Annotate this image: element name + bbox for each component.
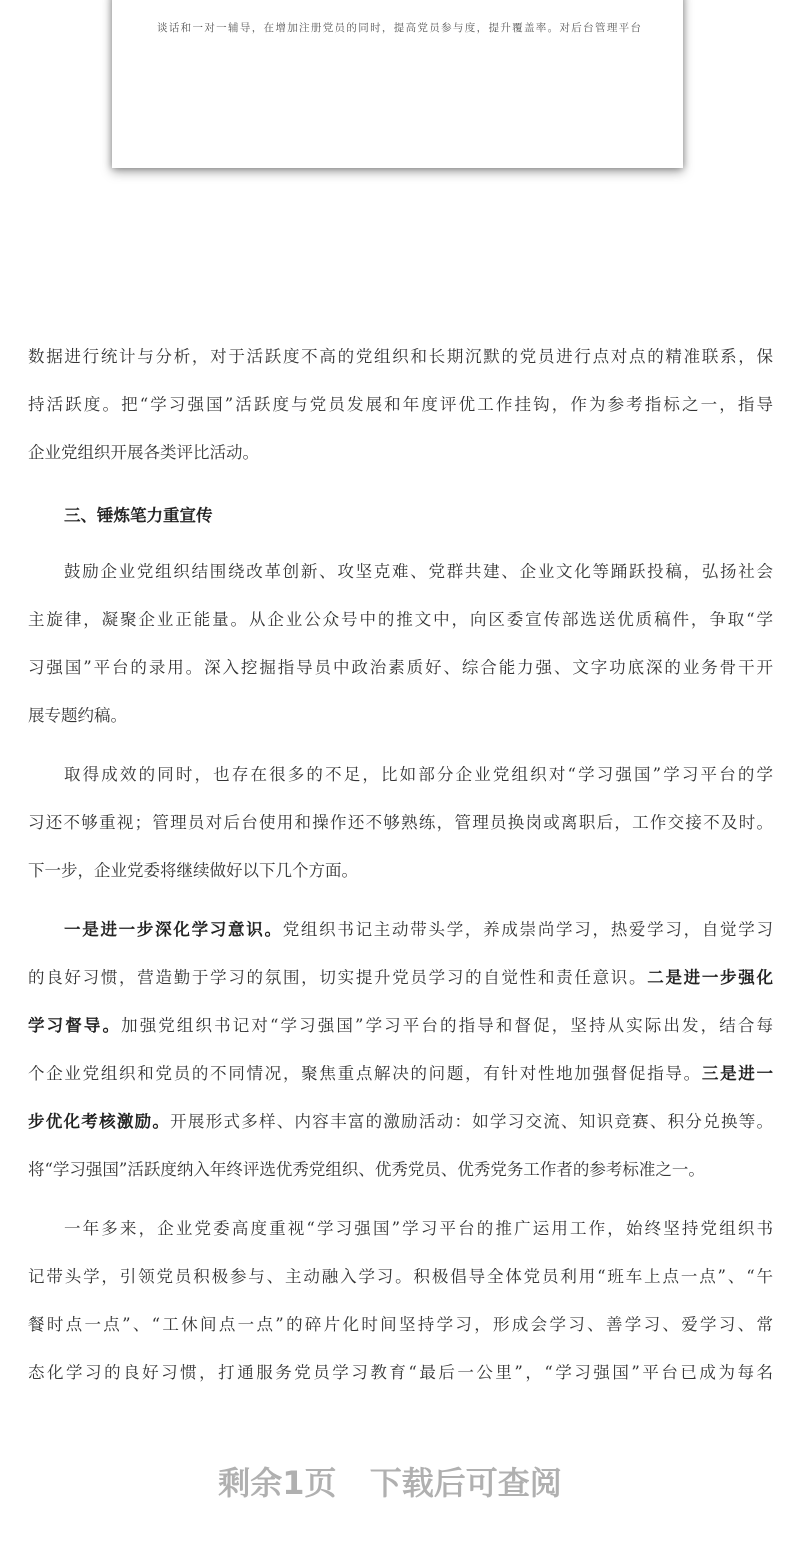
paragraph-line [28, 812, 773, 834]
text-segment: 将“学习强国”活跃度纳入年终评选优秀党组织、优秀党员、优秀党务工作者的参考标准之一。 [28, 1160, 705, 1179]
paragraph-line [64, 764, 773, 786]
bold-lead-text: 学习督导。 [28, 1016, 122, 1035]
preview-text-line: 谈话和一对一辅导，在增加注册党员的同时，提高党员参与度，提升覆盖率。对后台管理平台 [157, 22, 641, 34]
text-segment: 习强国”平台的录用。深入挖掘指导员中政治素质好、综合能力强、文字功底深的业务骨干开 [28, 658, 773, 677]
paragraph-line [28, 860, 773, 882]
text-segment: 主旋律，凝聚企业正能量。从企业公众号中的推文中，向区委宣传部选送优质稿件，争取“学 [28, 610, 773, 629]
paragraph-line [28, 394, 773, 416]
paragraph-line [28, 1314, 773, 1336]
paragraph-line [64, 919, 773, 941]
paragraph-line [64, 1218, 773, 1240]
text-segment: 加强党组织书记对“学习强国”学习平台的指导和督促，坚持从实际出发，结合每 [121, 1016, 773, 1035]
text-segment: 党组织书记主动带头学，养成崇尚学习，热爱学习，自觉学习 [282, 920, 774, 939]
text-segment: 下一步，企业党委将继续做好以下几个方面。 [28, 861, 358, 880]
text-segment: 数据进行统计与分析，对于活跃度不高的党组织和长期沉默的党员进行点对点的精准联系，保 [28, 347, 773, 366]
text-segment: 展专题约稿。 [28, 706, 127, 725]
paragraph-line [28, 967, 773, 989]
text-segment: 持活跃度。把“学习强国”活跃度与党员发展和年度评优工作挂钩，作为参考指标之一，指导 [28, 395, 773, 414]
text-segment: 企业党组织开展各类评比活动。 [28, 443, 259, 462]
download-prompt[interactable]: 剩余1页 下载后可查阅 [218, 1464, 562, 1502]
text-segment: 开展形式多样、内容丰富的激励活动：如学习交流、知识竞赛、积分兑换等。 [170, 1112, 774, 1131]
text-segment: 餐时点一点”、“工休间点一点”的碎片化时间坚持学习，形成会学习、善学习、爱学习、常 [28, 1315, 773, 1334]
paragraph-line [28, 657, 773, 679]
text-segment: 的良好习惯，营造勤于学习的氛围，切实提升党员学习的自觉性和责任意识。 [28, 968, 648, 987]
paragraph-line [28, 1111, 773, 1133]
text-segment: 一年多来，企业党委高度重视“学习强国”学习平台的推广运用工作，始终坚持党组织书 [64, 1219, 773, 1238]
paragraph-line [28, 1266, 773, 1288]
paragraph-line [28, 609, 773, 631]
preview-page-card [112, 0, 683, 168]
paragraph-line [28, 705, 773, 727]
text-segment: 习还不够重视；管理员对后台使用和操作还不够熟练，管理员换岗或离职后，工作交接不及时。 [28, 813, 773, 832]
bold-lead-text: 二是进一步强化 [647, 968, 774, 987]
paragraph-line [28, 442, 773, 464]
text-segment: 态化学习的良好习惯，打通服务党员学习教育“最后一公里”，“学习强国”平台已成为每名 [28, 1363, 773, 1382]
bold-lead-text: 三是进一 [701, 1064, 774, 1083]
paragraph-line [28, 346, 773, 368]
text-segment: 记带头学，引领党员积极参与、主动融入学习。积极倡导全体党员利用“班车上点一点”、“午 [28, 1267, 773, 1286]
text-segment: 取得成效的同时，也存在很多的不足，比如部分企业党组织对“学习强国”学习平台的学 [64, 765, 773, 784]
text-segment: 鼓励企业党组织结围绕改革创新、攻坚克难、党群共建、企业文化等踊跃投稿，弘扬社会 [64, 562, 773, 581]
section-heading: 三、锤炼笔力重宣传 [64, 506, 213, 525]
paragraph-line [64, 561, 773, 583]
paragraph-line [28, 1063, 773, 1085]
bold-lead-text: 步优化考核激励。 [28, 1112, 171, 1131]
text-segment: 个企业党组织和党员的不同情况，聚焦重点解决的问题，有针对性地加强督促指导。 [28, 1064, 702, 1083]
paragraph-line [28, 1159, 773, 1181]
paragraph-line [28, 1362, 773, 1384]
paragraph-line [28, 1015, 773, 1037]
bold-lead-text: 一是进一步深化学习意识。 [64, 920, 283, 939]
